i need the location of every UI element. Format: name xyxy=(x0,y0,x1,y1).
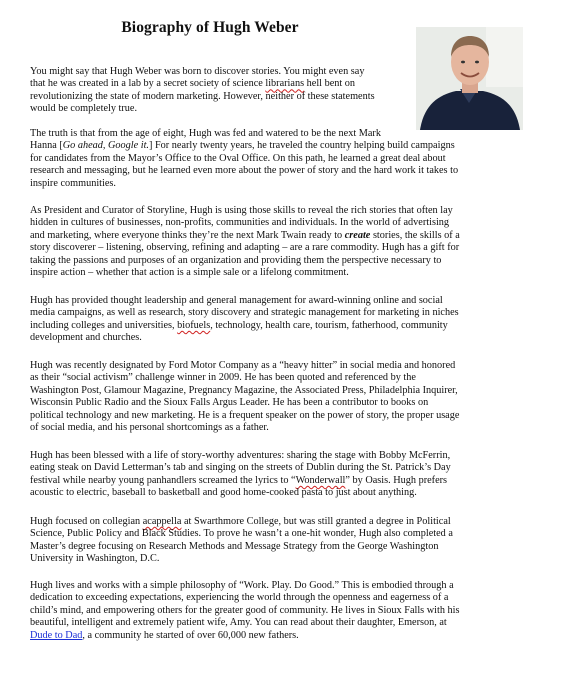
text-line: taking the passions and purposes of an organization and providing them the perspective necessary to xyxy=(30,254,442,266)
text-line: would be completely true. xyxy=(30,103,138,115)
text-line: hidden in cultures of businesses, non-profits, communities and individuals. In the world of advertising xyxy=(30,217,450,229)
text-line: Hugh was recently designated by Ford Motor Company as a “heavy hitter” in social media and honored xyxy=(30,360,456,371)
text-line: research and messaging, but he learned even more about the power of story and the hard work it takes to xyxy=(30,165,459,177)
text-line xyxy=(30,475,451,487)
text-line: for candidates from the Mayor’s Office to the Oval Office. On this path, he learned a great deal about xyxy=(30,152,446,164)
bio-paragraph-4 xyxy=(30,295,459,345)
text-span: ] For nearly twenty years, he traveled the country helping build campaigns xyxy=(149,140,455,152)
text-span: , technology, health care, tourism, fatherhood, community xyxy=(210,319,448,331)
text-line: revolutionizing the state of modern marketing. However, neither of these statements xyxy=(30,90,375,102)
text-span: at Swarthmore College, but was still granted a degree in Political xyxy=(181,516,451,527)
page-title: Biography of Hugh Weber xyxy=(121,19,299,36)
text-line: University in Washington, D.C. xyxy=(30,553,160,565)
text-line: Washington Post, Glamour Magazine, Pregnancy Magazine, the Associated Press, Philadelphia Inquirer, xyxy=(30,384,458,396)
author-photo xyxy=(416,27,523,130)
text-line: Wisconsin Public Radio and the Sioux Falls Argus Leader. He has been a contributor to books on xyxy=(30,397,429,409)
text-line xyxy=(30,140,458,152)
text-span: that he was created in a lab by a secret society of science xyxy=(30,78,266,90)
text-line: inspire action – whether that action is a simple sale or a lifelong commitment. xyxy=(30,267,349,279)
text-line: Science, Public Policy and Black Studies. To prove he wasn’t a one-hit wonder, Hugh also completed a xyxy=(30,528,453,540)
text-span: hell bent on xyxy=(304,78,356,90)
text-line: Hugh has been blessed with a life of story-worthy adventures: sharing the stage with Bobby McFerrin, xyxy=(30,450,451,461)
bio-paragraph-7 xyxy=(30,516,453,566)
bio-paragraph-2 xyxy=(30,128,458,190)
text-line: beautiful, intelligent and extremely patient wife, Amy. You can read about their daughter, Emerson, at xyxy=(30,617,447,629)
text-line: political technology and new marketing. He is a frequent speaker on the power of story, the proper usage xyxy=(30,409,460,421)
text-line: story discoverer – listening, observing, refining and adapting – are a rare commodity. Hugh has a gift for xyxy=(30,242,460,254)
text-line xyxy=(30,230,460,242)
dude-to-dad-link[interactable]: Dude to Dad xyxy=(30,629,83,641)
text-line: Master’s degree focusing on Research Methods and Message Strategy from the George Washington xyxy=(30,540,439,552)
bio-paragraph-1 xyxy=(30,66,375,116)
bio-paragraph-5 xyxy=(30,360,459,434)
text-span: festival while nearby young panhandlers screamed the lyrics to “ xyxy=(30,474,296,486)
italic-text: Go ahead, Google it. xyxy=(62,140,149,152)
text-span: including colleges and universities, xyxy=(30,319,178,331)
text-span: Hanna [ xyxy=(30,140,63,152)
text-line: Hugh lives and works with a simple philosophy of “Work. Play. Do Good.” This is embodied through a xyxy=(30,580,454,591)
text-line: child’s mind, and empowering others for the greater good of community. He lives in Sioux Falls with his xyxy=(30,604,460,616)
text-span: ” by Oasis. Hugh prefers xyxy=(345,474,448,486)
text-span: , a community he started of over 60,000 new fathers. xyxy=(82,629,299,641)
text-line xyxy=(30,516,453,528)
portrait-image xyxy=(416,27,523,130)
bold-italic-text: create xyxy=(344,229,371,241)
spellcheck-word: librarians xyxy=(265,78,305,90)
text-line: The truth is that from the age of eight, Hugh was fed and watered to be the next Mark xyxy=(30,128,381,139)
spellcheck-word: Wonderwall xyxy=(295,474,346,486)
text-line xyxy=(30,320,459,332)
bio-paragraph-6 xyxy=(30,450,451,500)
text-line: As President and Curator of Storyline, Hugh is using those skills to reveal the rich stories that often lay xyxy=(30,205,453,216)
text-line xyxy=(30,78,375,90)
text-line: eating steak on David Letterman’s tab and singing on the streets of Dublin during the St. Patrick’s Day xyxy=(30,462,451,474)
text-span: Hugh focused on collegian xyxy=(30,516,143,527)
spellcheck-word: biofuels xyxy=(177,319,211,331)
text-line: development and churches. xyxy=(30,332,142,344)
bio-paragraph-3 xyxy=(30,205,460,279)
text-line: as their “social activism” challenge winner in 2009. He has been quoted and referenced by the xyxy=(30,372,416,384)
text-line: acoustic to electric, baseball to basketball and good home-cooked pasta to just about anything. xyxy=(30,487,417,499)
text-span: and marketing, where everyone thinks they’re the next Mark Twain ready to xyxy=(30,229,345,241)
text-line: media campaigns, as well as research, story discovery and strategic management for marketing in niches xyxy=(30,307,459,319)
text-line: of social media, and his personal shortcomings as a father. xyxy=(30,422,269,434)
bio-paragraph-8 xyxy=(30,580,459,642)
text-line: You might say that Hugh Weber was born to discover stories. You might even say xyxy=(30,66,365,77)
text-line: inspire communities. xyxy=(30,177,116,189)
text-span: stories, the skills of a xyxy=(370,229,460,241)
spellcheck-word: acappella xyxy=(142,516,182,527)
text-line: dedication to exceeding expectations, experiencing the world through the openness and eagerness of a xyxy=(30,592,449,604)
text-line: Hugh has provided thought leadership and general management for award-winning online and social xyxy=(30,295,443,306)
text-line xyxy=(30,630,459,642)
